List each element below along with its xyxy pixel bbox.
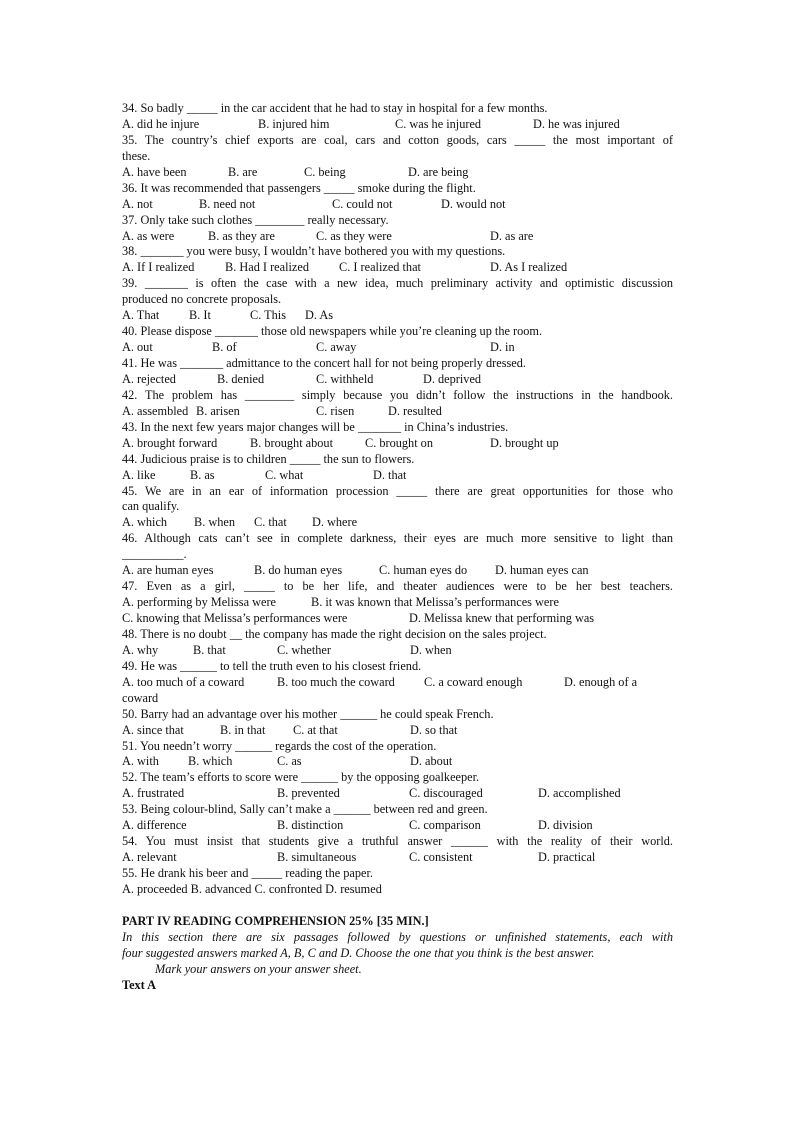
option-c: C. I realized that: [339, 260, 421, 275]
option-c: C. consistent: [409, 850, 473, 865]
option-c: C. discouraged: [409, 786, 483, 801]
question-stem: 51. You needn’t worry ______ regards the cost of the operation.: [122, 738, 437, 753]
question-options: [122, 754, 673, 770]
option-b: B. prevented: [277, 786, 340, 801]
question-stem: 43. In the next few years major changes will be _______ in China’s industries.: [122, 419, 509, 434]
question-stem: 38. _______ you were busy, I wouldn’t have bothered you with my questions.: [122, 244, 506, 259]
question-options: [122, 468, 673, 484]
option-a: A. since that: [122, 722, 184, 737]
question-options: [122, 229, 673, 245]
option-b: B. denied: [217, 371, 265, 386]
option-a: A. brought forward: [122, 435, 218, 450]
question-options: [122, 117, 673, 133]
option-c: C. This: [250, 308, 286, 323]
question-options: [122, 675, 673, 691]
option-d: D. that: [373, 467, 407, 482]
option-c: C. as they were: [316, 228, 392, 243]
option-b: B. too much the coward: [277, 674, 395, 689]
option-d: D. would not: [441, 196, 506, 211]
option-b: B. of: [212, 340, 237, 355]
question-stem: 41. He was _______ admittance to the concert hall for not being properly dressed.: [122, 356, 526, 370]
option-a: A. assembled: [122, 403, 189, 418]
question-stem: 48. There is no doubt __ the company has made the right decision on the sales project.: [122, 626, 547, 641]
option-b: B. need not: [199, 196, 256, 211]
question-stem: 35. The country’s chief exports are coal, cars and cotton goods, cars _____ the most important of: [122, 132, 673, 147]
question-stem: 39. _______ is often the case with a new idea, much preliminary activity and optimistic discussion: [122, 276, 673, 291]
option-d: D. so that: [410, 722, 458, 737]
option-d: D. Melissa knew that performing was: [409, 611, 595, 625]
question-stem: 40. Please dispose _______ those old newspapers while you’re cleaning up the room.: [122, 324, 543, 339]
option-d: D. As I realized: [490, 260, 568, 275]
option-d: D. practical: [538, 850, 596, 865]
question-options-continued: coward: [122, 690, 159, 705]
option-c: C. risen: [316, 403, 355, 418]
question-stem-continued: these.: [122, 148, 151, 163]
option-a: A. which: [122, 515, 168, 530]
option-a: A. relevant: [122, 850, 177, 865]
option-b: B. when: [194, 515, 235, 530]
question-stem: 46. Although cats can’t see in complete darkness, their eyes are much more sensitive to light than: [122, 531, 673, 546]
option-c: C. as: [277, 754, 302, 769]
section-instructions: four suggested answers marked A, B, C and D. Choose the one that you think is the best answer.: [122, 945, 595, 960]
option-b: B. do human eyes: [254, 563, 343, 578]
option-b: B. injured him: [258, 116, 330, 131]
option-a: A. with: [122, 754, 159, 769]
question-stem: 36. It was recommended that passengers _____ smoke during the flight.: [122, 180, 476, 195]
option-a: A. That: [122, 308, 160, 323]
option-c: C. away: [316, 340, 357, 355]
option-a: A. rejected: [122, 371, 176, 386]
option-a: A. too much of a coward: [122, 674, 245, 689]
option-c: C. that: [254, 515, 287, 530]
option-c: C. could not: [332, 196, 393, 211]
option-c: C. comparison: [409, 818, 481, 833]
option-c: C. whether: [277, 642, 331, 657]
option-b: B. Had I realized: [225, 260, 309, 275]
question-options: [122, 850, 673, 866]
option-b: B. distinction: [277, 818, 344, 833]
option-d: D. in: [490, 340, 515, 355]
option-c: C. was he injured: [395, 116, 482, 131]
question-options: [122, 404, 673, 420]
option-d: D. accomplished: [538, 786, 621, 801]
option-b: B. It: [189, 308, 211, 323]
option-a: A. are human eyes: [122, 563, 214, 578]
option-d: D. brought up: [490, 435, 559, 450]
question-options: [122, 611, 673, 627]
exam-page: [122, 101, 673, 994]
question-options: [122, 340, 673, 356]
question-options: [122, 308, 673, 324]
question-options: [122, 786, 673, 802]
question-stem: 37. Only take such clothes ________ really necessary.: [122, 212, 389, 227]
question-options: [122, 643, 673, 659]
question-stem: 49. He was ______ to tell the truth even to his closest friend.: [122, 658, 422, 673]
option-d: D. where: [312, 515, 358, 530]
option-d: D. division: [538, 818, 593, 833]
section-gap: [122, 898, 673, 914]
option-b: B. arisen: [196, 403, 240, 418]
option-c: C. human eyes do: [379, 563, 468, 578]
option-d: D. enough of a: [564, 674, 638, 689]
question-options: [122, 723, 673, 739]
question-stem: 50. Barry had an advantage over his mother ______ he could speak French.: [122, 706, 494, 721]
question-stem: 45. We are in an ear of information procession _____ there are great opportunities for those who: [122, 483, 673, 498]
text-label: Text A: [122, 977, 157, 992]
section-instructions: In this section there are six passages followed by questions or unfinished statements, each with: [122, 929, 673, 944]
option-c: C. what: [265, 467, 304, 482]
option-d: D. resulted: [388, 403, 442, 418]
option-d: D. about: [410, 754, 453, 769]
question-stem: 52. The team’s efforts to score were ______ by the opposing goalkeeper.: [122, 770, 480, 785]
option-b: B. as: [190, 467, 215, 482]
question-options: [122, 197, 673, 213]
question-stem: 34. So badly _____ in the car accident that he had to stay in hospital for a few months.: [122, 101, 548, 115]
option-d: D. when: [410, 642, 452, 657]
option-c: C. brought on: [365, 435, 433, 450]
section-heading: PART IV READING COMPREHENSION 25% [35 MIN.]: [122, 913, 429, 928]
option-c: C. knowing that Melissa’s performances were: [122, 611, 348, 625]
question-options: A. proceeded B. advanced C. confronted D. resumed: [122, 881, 382, 896]
option-d: D. as are: [490, 228, 534, 243]
option-a: A. why: [122, 642, 159, 657]
question-stem-continued: can qualify.: [122, 499, 180, 514]
question-stem-continued: produced no concrete proposals.: [122, 292, 282, 307]
question-options: [122, 818, 673, 834]
option-a: A. If I realized: [122, 260, 195, 275]
option-b: B. in that: [220, 722, 266, 737]
question-stem: 55. He drank his beer and _____ reading the paper.: [122, 866, 373, 880]
question-stem: 54. You must insist that students give a truthful answer ______ with the reality of their world.: [122, 834, 673, 849]
question-options: [122, 595, 673, 611]
option-a: A. difference: [122, 818, 187, 833]
option-d: D. deprived: [423, 371, 482, 386]
option-b: B. it was known that Melissa’s performances were: [311, 595, 559, 610]
option-a: A. did he injure: [122, 116, 200, 131]
option-d: D. he was injured: [533, 116, 620, 131]
option-c: C. withheld: [316, 371, 374, 386]
question-options: [122, 563, 673, 579]
question-options: [122, 165, 673, 181]
option-d: D. are being: [408, 164, 469, 179]
option-a: A. frustrated: [122, 786, 185, 801]
option-b: B. as they are: [208, 228, 275, 243]
option-a: A. out: [122, 340, 153, 355]
option-b: B. that: [193, 642, 226, 657]
option-a: A. like: [122, 467, 156, 482]
option-a: A. performing by Melissa were: [122, 595, 277, 610]
question-options: [122, 372, 673, 388]
option-c: C. a coward enough: [424, 674, 523, 689]
question-stem: 53. Being colour-blind, Sally can’t make a ______ between red and green.: [122, 802, 488, 817]
question-stem-continued: __________.: [122, 547, 187, 562]
option-a: A. not: [122, 196, 153, 211]
option-b: B. which: [188, 754, 233, 769]
question-options: [122, 260, 673, 276]
question-stem: 42. The problem has ________ simply because you didn’t follow the instructions in the handbook.: [122, 387, 673, 402]
question-stem: 44. Judicious praise is to children _____ the sun to flowers.: [122, 451, 415, 466]
option-c: C. at that: [293, 722, 338, 737]
option-d: D. human eyes can: [495, 563, 589, 578]
option-a: A. have been: [122, 164, 187, 179]
option-b: B. are: [228, 164, 258, 179]
option-c: C. being: [304, 164, 346, 179]
option-d: D. As: [305, 308, 334, 323]
option-b: B. brought about: [250, 435, 333, 450]
question-options: [122, 515, 673, 531]
option-a: A. as were: [122, 228, 175, 243]
question-stem: 47. Even as a girl, _____ to be her life, and theater audiences were to be her best teachers.: [122, 579, 673, 594]
section-instructions: Mark your answers on your answer sheet.: [155, 961, 362, 976]
question-options: [122, 436, 673, 452]
option-b: B. simultaneous: [277, 850, 357, 865]
